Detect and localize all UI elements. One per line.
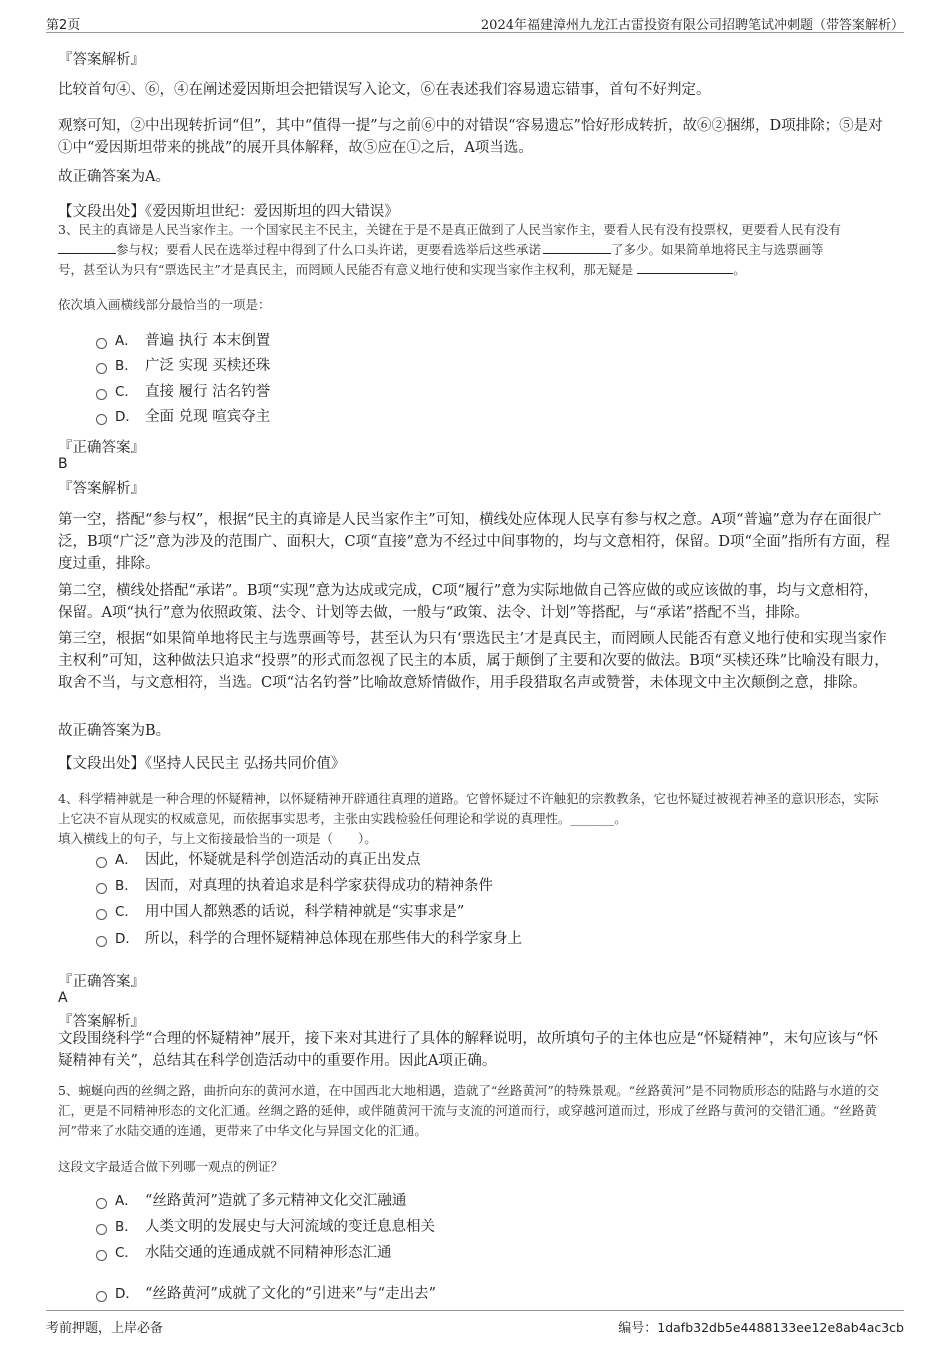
q3-blank-1 [58,241,116,254]
q4-analysis-tag: 『答案解析』 [58,1014,145,1030]
q3-prompt: 依次填入画横线部分最恰当的一项是： [58,297,271,312]
radio-icon[interactable] [96,1291,107,1302]
page-number: 第2页 [46,18,81,33]
q3-stem-part-d: 号，甚至认为只有“票选民主”才是真民主，而罔顾人民能否有意义地行使和实现当家作主权利，那无疑是 [58,262,634,277]
q5-option-a[interactable]: A． “丝路黄河”造就了多元精神文化交汇融通 [96,1190,406,1212]
q5-option-d[interactable]: D． “丝路黄河”成就了文化的“引进来”与“走出去” [96,1283,436,1305]
q3-stem-part-b: 参与权；要看人民在选举过程中得到了什么口头许诺，更要看选举后这些承诺 [116,242,542,257]
q2-analysis-p2: 观察可知，②中出现转折词“但”，其中“值得一提”与之前⑥中的对错误“容易遗忘”恰好形成转折，故⑥②捆绑，D项排除；⑤是对①中“爱因斯坦带来的挑战”的展开具体解释，故⑤应在①之后，A项当选。 [58,118,883,156]
footer-id-label: 编号： [618,1321,658,1336]
radio-icon[interactable] [96,1224,107,1235]
radio-icon[interactable] [96,389,107,400]
q5-option-c[interactable]: C． 水陆交通的连通成就不同精神形态汇通 [96,1242,392,1264]
q4-correct-answer: A [58,990,68,1006]
q3-stem-part-a: 3、民主的真谛是人民当家作主。一个国家民主不民主，关键在于是不是真正做到了人民当家作主，要看人民有没有投票权，更要看人民有没有 [58,222,841,237]
q3-correct-answer: B [58,456,68,472]
q2-analysis-tag: 『答案解析』 [58,52,145,68]
radio-icon[interactable] [96,857,107,868]
page-header [46,10,904,33]
q2-analysis-p1: 比较首句④、⑥，④在阐述爱因斯坦会把错误写入论文，⑥在表述我们容易遗忘错事，首句不好判定。 [58,82,711,98]
q4-option-a[interactable]: A． 因此，怀疑就是科学创造活动的真正出发点 [96,849,421,871]
radio-icon[interactable] [96,936,107,947]
q3-correct-tag: 『正确答案』 [58,440,145,456]
q3-analysis-p1: 第一空，搭配“参与权”，根据“民主的真谛是人民当家作主”可知，横线处应体现人民享有参与权之意。A项“普遍”意为存在面很广泛，B项“广泛”意为涉及的范围广、面积大，C项“直接”意为不经过中间事物的，均与文意相符，保留。D项“全面”指所有方面，程度过重，排除。 [58,512,890,572]
footer-slogan: 考前押题，上岸必备 [46,1321,164,1336]
radio-icon[interactable] [96,883,107,894]
q4-prompt: 填入横线上的句子，与上文衔接最恰当的一项是（ ）。 [58,831,377,846]
q3-option-c[interactable]: C． 直接 履行 沽名钓誉 [96,381,270,403]
q4-option-b[interactable]: B． 因而，对真理的执着追求是科学家获得成功的精神条件 [96,875,493,897]
footer-id-code: 1dafb32db5e4488133ee12e8ab4ac3cb [657,1320,904,1335]
radio-icon[interactable] [96,338,107,349]
q5-option-b[interactable]: B． 人类文明的发展史与大河流域的变迁息息相关 [96,1216,435,1238]
q3-analysis-p3: 第三空，根据“如果简单地将民主与选票画等号，甚至认为只有‘票选民主’才是真民主，而罔顾人民能否有意义地行使和实现当家作主权利”可知，这种做法只追求“投票”的形式而忽视了民主的本质，属于颠倒了主要和次要的做法。B项“买椟还珠”比喻没有眼力，取舍不当，与文意相符，当选。C项“沽名钓誉”比喻故意矫情做作，用手段猎取名声或赞誉，未体现文中主次颠倒之意，排除。 [58,631,889,691]
q3-source: 【文段出处】《坚持人民民主 弘扬共同价值》 [58,756,346,772]
q3-stem [58,220,896,280]
q3-option-a[interactable]: A． 普遍 执行 本末倒置 [96,330,270,352]
q3-blank-2 [543,241,611,254]
radio-icon[interactable] [96,909,107,920]
q2-source: 【文段出处】《爱因斯坦世纪：爱因斯坦的四大错误》 [58,204,399,220]
q5-prompt: 这段文字最适合做下列哪一观点的例证？ [58,1159,284,1174]
q3-analysis-tag: 『答案解析』 [58,481,145,497]
q3-blank-3 [637,261,733,274]
q4-option-c[interactable]: C． 用中国人都熟悉的话说，科学精神就是“实事求是” [96,901,464,923]
footer-id [618,1317,904,1336]
radio-icon[interactable] [96,1198,107,1209]
q3-stem-part-c: 了多少。如果简单地将民主与选票画等 [611,242,824,257]
q4-correct-tag: 『正确答案』 [58,974,145,990]
q3-option-b[interactable]: B． 广泛 实现 买椟还珠 [96,355,270,377]
q3-option-d[interactable]: D． 全面 兑现 喧宾夺主 [96,406,270,428]
q4-option-d[interactable]: D． 所以，科学的合理怀疑精神总体现在那些伟大的科学家身上 [96,928,522,950]
q3-stem-part-e: 。 [733,262,746,277]
q3-answer-line: 故正确答案为B。 [58,723,171,739]
document-title: 2024年福建漳州九龙江古雷投资有限公司招聘笔试冲刺题（带答案解析） [480,18,904,33]
q2-answer-line: 故正确答案为A。 [58,169,170,185]
page-footer [46,1310,904,1337]
q5-stem: 5、蜿蜒向西的丝绸之路，曲折向东的黄河水道，在中国西北大地相遇，造就了“丝路黄河”的特殊景观。“丝路黄河”是不同物质形态的陆路与水道的交汇，更是不同精神形态的文化汇通。丝绸之路的延伸，或伴随黄河干流与支流的河道而行，或穿越河道而过，形成了丝路与黄河的交错汇通。“丝路黄河”带来了水陆交通的连通，更带来了中华文化与异国文化的汇通。 [58,1083,880,1138]
q3-analysis-p2: 第二空，横线处搭配“承诺”。B项“实现”意为达成或完成，C项“履行”意为实际地做自己答应做的或应该做的事，均与文意相符，保留。A项“执行”意为依照政策、法令、计划等去做，一般与“政策、法令、计划”等搭配，与“承诺”搭配不当，排除。 [58,583,879,621]
radio-icon[interactable] [96,414,107,425]
radio-icon[interactable] [96,363,107,374]
q4-analysis: 文段围绕科学“合理的怀疑精神”展开，接下来对其进行了具体的解释说明，故所填句子的主体也应是“怀疑精神”，末句应该与“怀疑精神有关”，总结其在科学创造活动中的重要作用。因此A项正确。 [58,1031,879,1069]
radio-icon[interactable] [96,1250,107,1261]
q4-stem: 4、科学精神就是一种合理的怀疑精神，以怀疑精神开辟通往真理的道路。它曾怀疑过不许触犯的宗教教条，它也怀疑过被视若神圣的意识形态，实际上它决不盲从现实的权威意见，而依据事实思考，主张由实践检验任何理论和学说的真理性。_______。 [58,791,879,826]
